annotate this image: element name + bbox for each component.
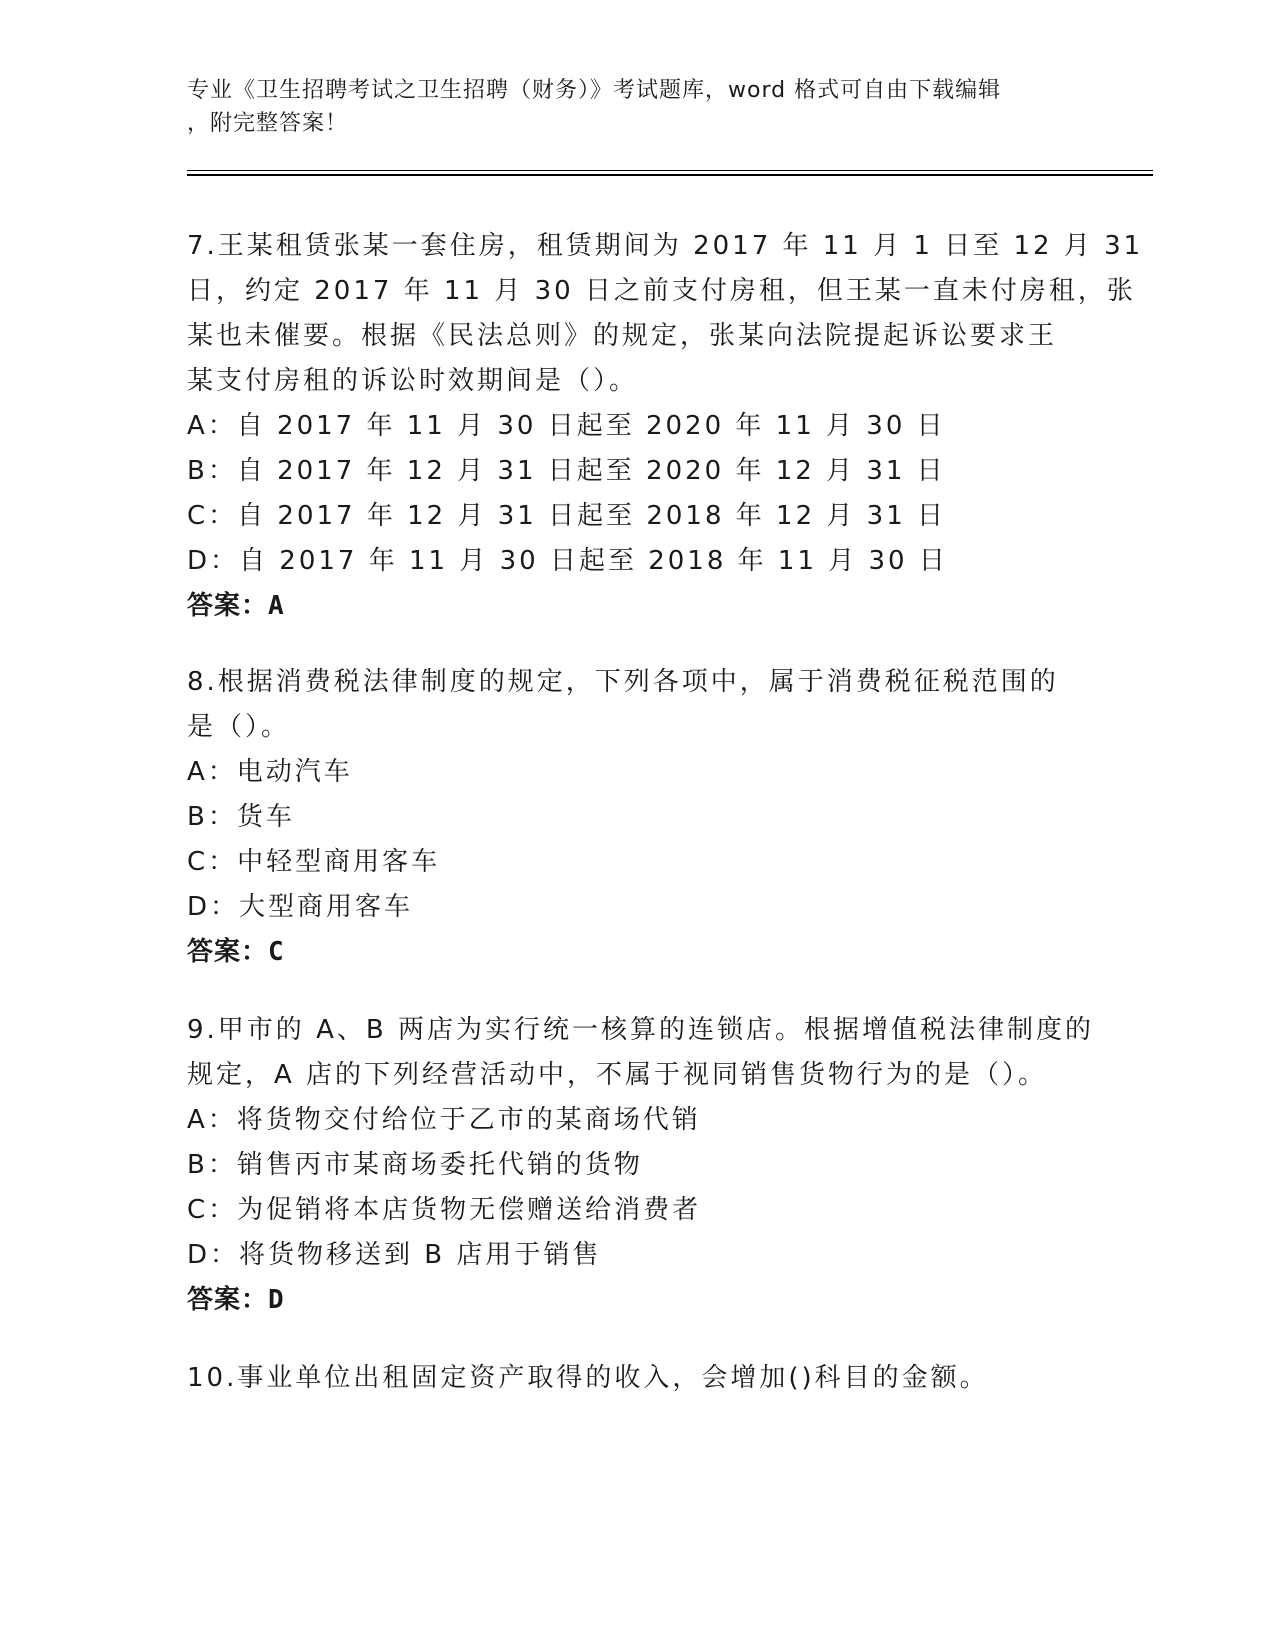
- question-8: [187, 660, 1077, 975]
- option-b: B：销售丙市某商场委托代销的货物: [187, 1150, 643, 1180]
- option-a: A：自 2017 年 11 月 30 日起至 2020 年 11 月 30 日: [187, 411, 946, 441]
- option-d: D：将货物移送到 B 店用于销售: [187, 1240, 602, 1270]
- option-b: B：自 2017 年 12 月 31 日起至 2020 年 12 月 31 日: [187, 456, 946, 486]
- answer-label: 答案：: [187, 937, 269, 967]
- answer-label: 答案：: [187, 591, 269, 621]
- question-stem-line: 规定，A 店的下列经营活动中，不属于视同销售货物行为的是（）。: [187, 1060, 1048, 1090]
- header-line-2: ，附完整答案！: [187, 111, 349, 136]
- question-10: [187, 1356, 1077, 1401]
- question-stem-line: 7.王某租赁张某一套住房，租赁期间为 2017 年 11 月 1 日至 12 月 31: [187, 231, 1144, 261]
- option-a: A：电动汽车: [187, 757, 353, 787]
- question-stem-line: 某也未催要。根据《民法总则》的规定，张某向法院提起诉讼要求王: [187, 321, 1058, 351]
- option-d: D：大型商用客车: [187, 892, 414, 922]
- answer-value: A: [268, 591, 285, 621]
- option-c: C：为促销将本店货物无偿赠送给消费者: [187, 1195, 702, 1225]
- answer-label: 答案：: [187, 1285, 269, 1315]
- option-c: C：自 2017 年 12 月 31 日起至 2018 年 12 月 31 日: [187, 501, 947, 531]
- question-stem-line: 10.事业单位出租固定资产取得的收入，会增加()科目的金额。: [187, 1363, 989, 1393]
- answer: [187, 1278, 1077, 1323]
- question-stem-line: 8.根据消费税法律制度的规定，下列各项中，属于消费税征税范围的: [187, 667, 1059, 697]
- question-stem-line: 是（）。: [187, 712, 291, 742]
- header-divider-thick: [187, 174, 1153, 176]
- answer: [187, 584, 1077, 629]
- document-header: [187, 74, 1087, 140]
- option-b: B：货车: [187, 802, 295, 832]
- header-line-1: 专业《卫生招聘考试之卫生招聘（财务）》考试题库，word 格式可自由下载编辑: [187, 78, 1002, 103]
- option-a: A：将货物交付给位于乙市的某商场代销: [187, 1105, 701, 1135]
- question-stem-line: 某支付房租的诉讼时效期间是（）。: [187, 366, 639, 396]
- answer-value: C: [268, 937, 285, 967]
- question-9: [187, 1008, 1094, 1323]
- question-7: [187, 224, 1144, 629]
- question-stem-line: 9.甲市的 A、B 两店为实行统一核算的连锁店。根据增值税法律制度的: [187, 1015, 1094, 1045]
- option-d: D：自 2017 年 11 月 30 日起至 2018 年 11 月 30 日: [187, 546, 948, 576]
- answer-value: D: [268, 1285, 285, 1315]
- header-divider-thin: [187, 170, 1153, 171]
- question-stem-line: 日，约定 2017 年 11 月 30 日之前支付房租，但王某一直未付房租，张: [187, 276, 1136, 306]
- answer: [187, 930, 1077, 975]
- option-c: C：中轻型商用客车: [187, 847, 441, 877]
